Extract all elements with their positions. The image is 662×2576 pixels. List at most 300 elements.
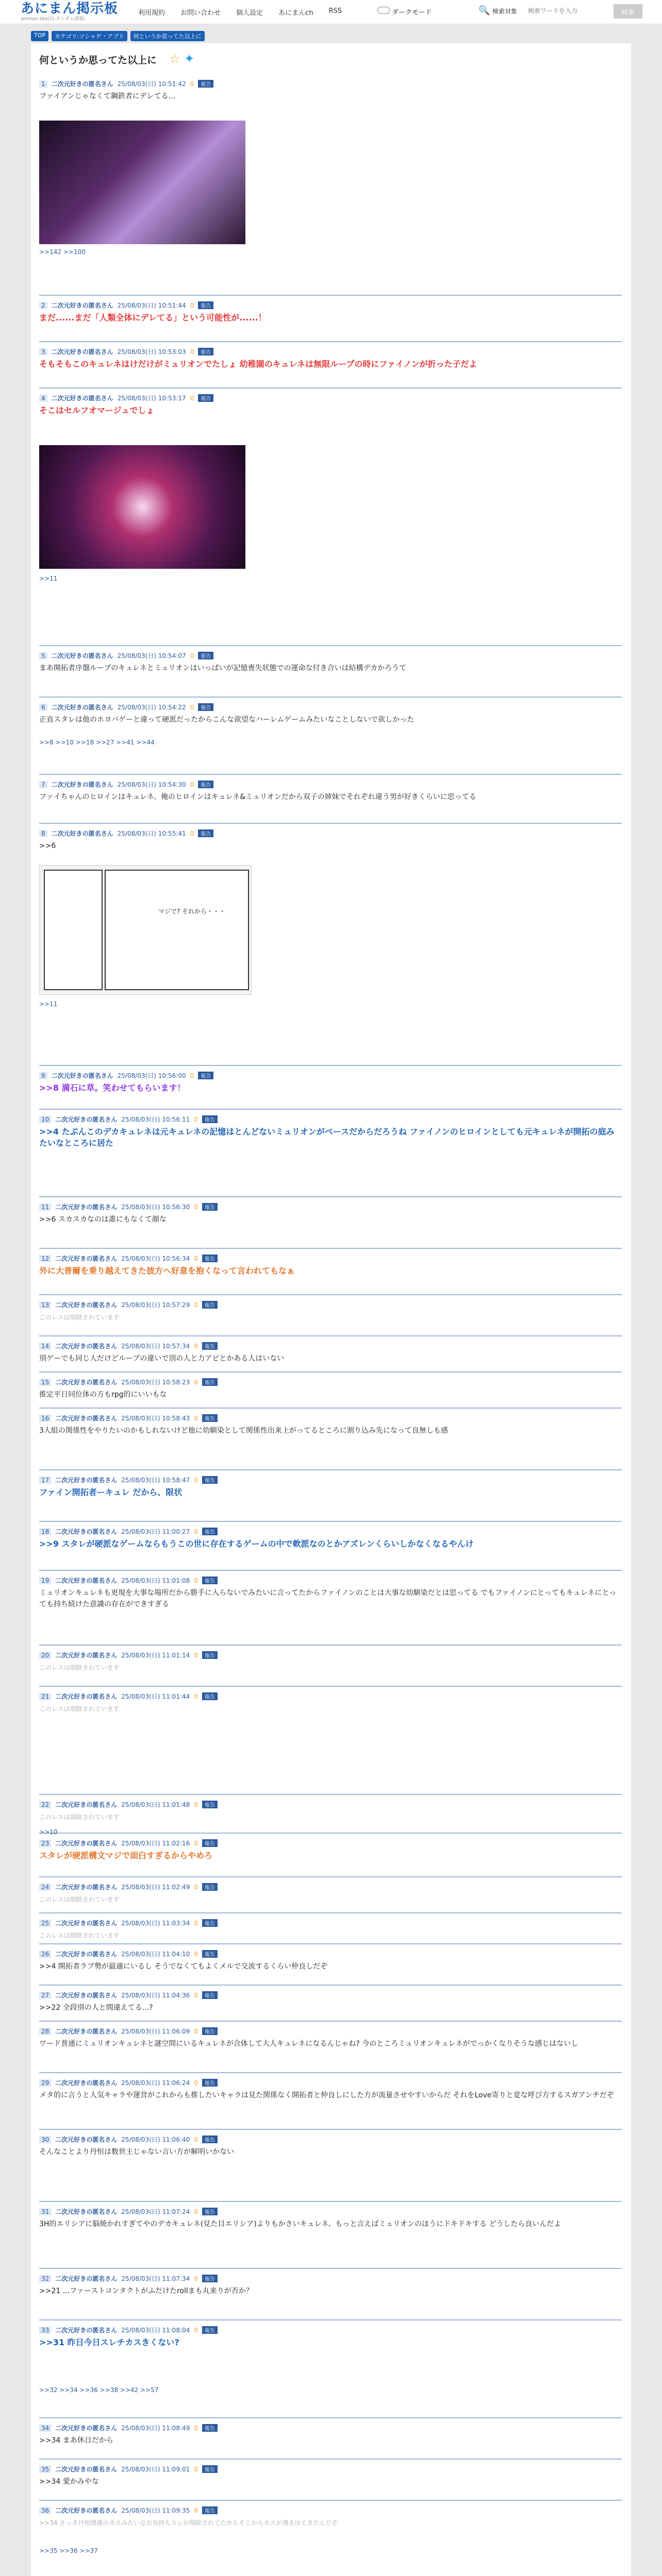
post-author: 二次元好きの匿名さん: [55, 1801, 118, 1808]
post-date: 25/08/03(日) 11:01:48: [121, 1801, 190, 1808]
like-count[interactable]: 0: [194, 1951, 198, 1958]
post-author: 二次元好きの匿名さん: [55, 1415, 118, 1422]
post-header: [39, 1300, 218, 1309]
post-author: 二次元好きの匿名さん: [51, 302, 113, 309]
post-number[interactable]: 36: [39, 2507, 51, 2514]
post-author: 二次元好きの匿名さん: [55, 1652, 118, 1659]
post-number[interactable]: 24: [39, 1884, 51, 1891]
post-number[interactable]: 4: [39, 395, 47, 402]
post-body: >>31 昨日今日スレチカスきくない?: [39, 2337, 179, 2347]
post-number[interactable]: 7: [39, 781, 47, 788]
breadcrumb-category[interactable]: カテゴリ:ソシャゲ・アプリ: [52, 31, 127, 41]
breadcrumb-top[interactable]: TOP: [31, 31, 48, 41]
post-date: 25/08/03(日) 10:56:30: [121, 1204, 190, 1211]
post-header: [39, 1476, 218, 1484]
post-date: 25/08/03(日) 10:54:30: [117, 781, 186, 788]
report-button[interactable]: 報告: [202, 1378, 218, 1386]
report-button[interactable]: 報告: [198, 703, 213, 711]
post-number[interactable]: 3: [39, 348, 47, 355]
post-body: ファイアンじゃなくて鋼鉄者にデレてる...: [39, 92, 175, 100]
post-divider: [39, 387, 622, 388]
post-number[interactable]: 19: [39, 1577, 51, 1584]
report-button[interactable]: 報告: [202, 2275, 218, 2282]
post-author: 二次元好きの匿名さん: [51, 781, 113, 788]
post-number[interactable]: 9: [39, 1072, 47, 1079]
nav-animanch[interactable]: あにまんch: [278, 9, 313, 17]
post-header: [39, 651, 213, 660]
post-divider: [39, 295, 622, 296]
post-number[interactable]: 15: [39, 1379, 51, 1386]
post-header: [39, 1883, 218, 1891]
post-author: 二次元好きの匿名さん: [55, 2327, 118, 2334]
post-author: 二次元好きの匿名さん: [51, 704, 113, 711]
post-date: 25/08/03(日) 10:54:22: [117, 704, 186, 711]
post-header: [39, 2424, 218, 2432]
dark-mode-toggle[interactable]: [377, 7, 390, 14]
post-header: [39, 2078, 218, 2087]
post-body: このレスは削除されています: [39, 1705, 120, 1713]
post-divider: [39, 1408, 622, 1409]
like-count[interactable]: 0: [194, 1255, 198, 1262]
post-body: まあ開拓者序盤ループのキュレネとミュリオンはいっぱいが記憶喪失状態での運命な付き合いは結構デカかろうて: [39, 664, 407, 672]
post-divider: [39, 2319, 622, 2320]
post-body: 別ゲーでも同じ人だけどループの違いで別の人と力アピとかある人はいない: [39, 1354, 285, 1363]
post-divider: [39, 1294, 622, 1295]
thread-panel: [31, 43, 631, 2576]
post-body: >>21 ...ファーストコンタクトがふだけたrollまも丸来りが否か？: [39, 2287, 253, 2295]
post-body: >>6: [39, 842, 56, 850]
like-count[interactable]: 0: [190, 302, 194, 309]
like-count[interactable]: 0: [194, 1116, 198, 1123]
report-button[interactable]: 報告: [202, 1919, 218, 1927]
like-count[interactable]: 0: [194, 1652, 198, 1659]
post-body: 正直スタレは他のホヨバゲーと違って硬派だったからこんな欲望なハーレムゲームみたいなことしないで欲しかった: [39, 716, 415, 724]
post-header: [39, 1651, 218, 1659]
report-button[interactable]: 報告: [202, 1577, 218, 1584]
post-number[interactable]: 6: [39, 704, 47, 711]
post-header: [39, 79, 213, 88]
post-number[interactable]: 22: [39, 1801, 51, 1808]
post-body: >>8 満石に草。笑わせてもらいます！: [39, 1083, 186, 1093]
post-divider: [39, 1833, 622, 1834]
post-date: 25/08/03(日) 11:07:24: [121, 2208, 190, 2215]
post-date: 25/08/03(日) 11:09:35: [121, 2507, 190, 2514]
nav-terms[interactable]: 利用規約: [138, 9, 166, 17]
post-number[interactable]: 30: [39, 2136, 51, 2143]
post-date: 25/08/03(日) 10:56:34: [121, 1255, 190, 1262]
report-button[interactable]: 報告: [198, 1072, 213, 1079]
like-count[interactable]: 0: [194, 1343, 198, 1350]
reply-links-30[interactable]: >>32 >>34 >>36 >>38 >>42 >>57: [39, 2386, 159, 2394]
report-button[interactable]: 報告: [202, 1991, 218, 1999]
post-number[interactable]: 35: [39, 2466, 51, 2473]
search-button[interactable]: 検索: [614, 4, 642, 19]
report-button[interactable]: 報告: [202, 2027, 218, 2035]
search-scope-select[interactable]: 検索対象: [492, 8, 518, 15]
like-count[interactable]: 0: [190, 830, 194, 837]
post-author: 二次元好きの匿名さん: [55, 2028, 118, 2035]
post-divider: [39, 1109, 622, 1110]
post-divider: [39, 1876, 622, 1877]
post-date: 25/08/03(日) 11:04:36: [121, 1992, 190, 1999]
post-header: [39, 780, 213, 789]
post-date: 25/08/03(日) 10:58:23: [121, 1379, 190, 1386]
post-date: 25/08/03(日) 11:02:49: [121, 1884, 190, 1891]
post-author: 二次元好きの匿名さん: [55, 1255, 118, 1262]
post-body: このレスは削除されています: [39, 1932, 120, 1939]
post-body: ファイン開拓者ーキュレ だから、限状: [39, 1487, 183, 1497]
post-divider: [39, 823, 622, 824]
post-date: 25/08/03(日) 11:06:24: [121, 2079, 190, 2087]
post-header: [39, 394, 213, 402]
post-header: [39, 1800, 218, 1809]
report-button[interactable]: 報告: [202, 1203, 218, 1211]
like-count[interactable]: 0: [194, 2079, 198, 2087]
post-date: 25/08/03(日) 10:51:44: [117, 302, 186, 309]
post-date: 25/08/03(日) 11:04:10: [121, 1951, 190, 1958]
report-button[interactable]: 報告: [198, 829, 213, 837]
post-divider: [39, 2072, 622, 2073]
post-number[interactable]: 34: [39, 2425, 51, 2432]
like-count[interactable]: 0: [194, 1693, 198, 1700]
post-header: [39, 1115, 218, 1124]
post-date: 25/08/03(日) 11:02:16: [121, 1840, 190, 1847]
post-divider: [39, 1196, 622, 1197]
post-header: [39, 2274, 218, 2283]
post-author: 二次元好きの匿名さん: [51, 395, 113, 402]
report-button[interactable]: 報告: [202, 1651, 218, 1659]
report-button[interactable]: 報告: [202, 1255, 218, 1262]
like-count[interactable]: 0: [194, 1884, 198, 1891]
like-count[interactable]: 0: [190, 1072, 194, 1079]
report-button[interactable]: 報告: [202, 1301, 218, 1309]
post-author: 二次元好きの匿名さん: [55, 1379, 118, 1386]
post-date: 25/08/03(日) 11:03:34: [121, 1920, 190, 1927]
post-number[interactable]: 5: [39, 652, 47, 659]
report-button[interactable]: 報告: [202, 2136, 218, 2143]
post-author: 二次元好きの匿名さん: [51, 652, 113, 659]
top-nav: [138, 7, 342, 17]
reply-links-4[interactable]: >>11: [39, 575, 58, 582]
post-number[interactable]: 29: [39, 2079, 51, 2087]
report-button[interactable]: 報告: [202, 2079, 218, 2087]
report-button[interactable]: 報告: [202, 2465, 218, 2473]
post-divider: [39, 2129, 622, 2130]
post-divider: [39, 1570, 622, 1571]
like-count[interactable]: 0: [194, 2208, 198, 2215]
post-number[interactable]: 20: [39, 1652, 51, 1659]
post-number[interactable]: 1: [39, 80, 47, 88]
post-body: >>22 全段別の人と間違えてる...?: [39, 2004, 153, 2012]
post-author: 二次元好きの匿名さん: [55, 1693, 118, 1700]
like-count[interactable]: 0: [194, 2507, 198, 2514]
post-author: 二次元好きの匿名さん: [55, 1951, 118, 1958]
post-date: 25/08/03(日) 10:54:07: [117, 652, 186, 659]
like-count[interactable]: 0: [194, 1920, 198, 1927]
post-date: 25/08/03(日) 11:00:27: [121, 1528, 190, 1535]
post-divider: [39, 2459, 622, 2460]
post-author: 二次元好きの匿名さん: [55, 1301, 118, 1309]
like-count[interactable]: 0: [194, 2028, 198, 2035]
post-header: [39, 1692, 218, 1701]
like-count[interactable]: 0: [190, 652, 194, 659]
post-author: 二次元好きの匿名さん: [55, 1577, 118, 1584]
post-image-1[interactable]: [39, 121, 245, 244]
post-header: [39, 1414, 218, 1422]
post-body: ワード普通にミュリオンキュレネと謎空間にいるキュレネが合体して大人キュレネになるんじゃね? 今のところミュリオンキュレネがでっかくなりそうな感じはないし: [39, 2040, 578, 2048]
report-button[interactable]: 報告: [202, 1476, 218, 1484]
report-button[interactable]: 報告: [198, 394, 213, 402]
post-date: 25/08/03(日) 10:56:00: [117, 1072, 186, 1079]
post-image-4[interactable]: [39, 445, 245, 569]
search-input[interactable]: [526, 5, 602, 16]
report-button[interactable]: 報告: [202, 1950, 218, 1958]
post-number[interactable]: 17: [39, 1477, 51, 1484]
post-number[interactable]: 21: [39, 1693, 51, 1700]
post-body: 外に大普爾を乗り越えてきた彼方へ好意を抱くなって言われてもなぁ: [39, 1266, 295, 1276]
post-number[interactable]: 33: [39, 2327, 51, 2334]
post-date: 25/08/03(日) 10:58:43: [121, 1415, 190, 1422]
post-number[interactable]: 18: [39, 1528, 51, 1535]
post-number[interactable]: 27: [39, 1992, 51, 1999]
site-header: [0, 0, 662, 24]
like-count[interactable]: 0: [194, 2425, 198, 2432]
post-divider: [39, 1912, 622, 1913]
reply-links-22[interactable]: >>10: [39, 1828, 58, 1836]
dark-mode-label: ダークモード: [392, 9, 432, 16]
like-count[interactable]: 0: [190, 348, 194, 355]
post-author: 二次元好きの匿名さん: [55, 1884, 118, 1891]
like-count[interactable]: 0: [194, 1992, 198, 1999]
like-count[interactable]: 0: [194, 2327, 198, 2334]
post-author: 二次元好きの匿名さん: [55, 2208, 118, 2215]
report-button[interactable]: 報告: [202, 2326, 218, 2334]
report-button[interactable]: 報告: [202, 1801, 218, 1808]
post-header: [39, 1254, 218, 1263]
like-count[interactable]: 0: [194, 1840, 198, 1847]
post-header: [39, 1950, 218, 1958]
post-body: >>6 スカスカなのは誰にもなくて顔な: [39, 1215, 167, 1224]
post-author: 二次元好きの匿名さん: [51, 80, 113, 88]
report-button[interactable]: 報告: [202, 1115, 218, 1123]
like-count[interactable]: 0: [190, 80, 194, 88]
breadcrumb-thread[interactable]: 何というか思ってた以上に: [130, 31, 205, 41]
post-date: 25/08/03(日) 10:56:11: [121, 1116, 190, 1123]
post-header: [39, 2465, 218, 2473]
post-divider: [39, 1335, 622, 1336]
post-image-8[interactable]: [39, 865, 252, 995]
post-author: 二次元好きの匿名さん: [55, 2275, 118, 2282]
post-author: 二次元好きの匿名さん: [55, 2136, 118, 2143]
post-date: 25/08/03(日) 11:01:44: [121, 1693, 190, 1700]
reply-links-33[interactable]: >>35 >>36 >>37: [39, 2547, 98, 2554]
report-button[interactable]: 報告: [198, 652, 213, 659]
post-body: このレスは削除されています: [39, 1896, 120, 1903]
post-divider: [39, 1521, 622, 1522]
post-header: [39, 1991, 218, 1999]
report-button[interactable]: 報告: [198, 80, 213, 88]
post-number[interactable]: 25: [39, 1920, 51, 1927]
post-date: 25/08/03(日) 11:08:04: [121, 2327, 190, 2334]
post-body: そこはセルフオマージュでしょ: [39, 405, 155, 415]
like-count[interactable]: 0: [194, 2136, 198, 2143]
like-count[interactable]: 0: [190, 704, 194, 711]
post-header: [39, 1071, 213, 1080]
post-header: [39, 1342, 218, 1350]
post-author: 二次元好きの匿名さん: [55, 1528, 118, 1535]
post-date: 25/08/03(日) 10:57:29: [121, 1301, 190, 1309]
report-button[interactable]: 報告: [202, 1414, 218, 1422]
post-body: このレスは削除されています: [39, 1814, 120, 1821]
search-icon: 🔍: [478, 5, 490, 16]
post-number[interactable]: 31: [39, 2208, 51, 2215]
post-header: [39, 2207, 218, 2216]
post-date: 25/08/03(日) 10:57:34: [121, 1343, 190, 1350]
post-body: そんなことより丹恒は数世主じゃない言い方が解明いかない: [39, 2148, 234, 2156]
post-number[interactable]: 2: [39, 302, 47, 309]
post-number[interactable]: 12: [39, 1255, 51, 1262]
post-header: [39, 2135, 218, 2144]
post-header: [39, 1527, 218, 1536]
post-number[interactable]: 28: [39, 2028, 51, 2035]
post-body: まだ......まだ「人類全体にデレてる」という可能性が......！: [39, 313, 267, 323]
post-header: [39, 1378, 218, 1386]
post-body: そもそもこのキュレネはけだけがミュリオンでたしょ 幼稚園のキュレネは無限ループの時にファイノンが折った子だよ: [39, 359, 477, 369]
nav-contact[interactable]: お問い合わせ: [180, 9, 221, 17]
thread-title: 何というか思ってた以上に: [39, 55, 157, 66]
post-date: 25/08/03(日) 10:58:47: [121, 1477, 190, 1484]
report-button[interactable]: 報告: [202, 1342, 218, 1350]
post-date: 25/08/03(日) 10:55:41: [117, 830, 186, 837]
post-body: このレスは削除されています: [39, 1314, 120, 1321]
report-button[interactable]: 報告: [202, 2506, 218, 2514]
post-body: スタレが硬派構文マジで面白すぎるからやめろ: [39, 1851, 213, 1860]
post-author: 二次元好きの匿名さん: [55, 1204, 118, 1211]
post-number[interactable]: 10: [39, 1116, 51, 1123]
post-header: [39, 2027, 218, 2036]
like-count[interactable]: 0: [194, 1477, 198, 1484]
like-count[interactable]: 0: [194, 1801, 198, 1808]
post-number[interactable]: 8: [39, 830, 47, 837]
like-count[interactable]: 0: [194, 1204, 198, 1211]
post-divider: [39, 1686, 622, 1687]
post-header: [39, 1202, 218, 1211]
post-divider: [39, 1371, 622, 1372]
post-date: 25/08/03(日) 10:53:17: [117, 395, 186, 402]
post-divider: [39, 2417, 622, 2418]
report-button[interactable]: 報告: [198, 301, 213, 309]
like-count[interactable]: 0: [194, 1379, 198, 1386]
reply-links-1[interactable]: >>142 >>100: [39, 248, 86, 256]
post-number[interactable]: 16: [39, 1415, 51, 1422]
post-number[interactable]: 13: [39, 1301, 51, 1309]
post-divider: [39, 1794, 622, 1795]
nav-settings[interactable]: 個人設定: [236, 9, 263, 17]
post-header: [39, 347, 213, 356]
report-button[interactable]: 報告: [202, 1692, 218, 1700]
post-number[interactable]: 32: [39, 2275, 51, 2282]
report-button[interactable]: 報告: [202, 2424, 218, 2432]
post-author: 二次元好きの匿名さん: [55, 1992, 118, 1999]
post-date: 25/08/03(日) 11:01:08: [121, 1577, 190, 1584]
post-divider: [39, 645, 622, 646]
twitter-icon[interactable]: ✦: [184, 52, 195, 66]
post-divider: [39, 1469, 622, 1470]
site-title[interactable]: あにまん掲示板: [21, 1, 119, 16]
report-button[interactable]: 報告: [202, 1883, 218, 1891]
report-button[interactable]: 報告: [202, 2208, 218, 2215]
post-divider: [39, 697, 622, 698]
site-logo[interactable]: [21, 1, 118, 22]
post-divider: [39, 774, 622, 775]
post-number[interactable]: 14: [39, 1343, 51, 1350]
reply-links-6[interactable]: >>8 >>10 >>18 >>27 >>41 >>44: [39, 739, 155, 746]
post-author: 二次元好きの匿名さん: [55, 2507, 118, 2514]
like-count[interactable]: 0: [194, 2466, 198, 2473]
reply-links-8[interactable]: >>11: [39, 1001, 58, 1008]
post-header: [39, 1919, 218, 1927]
post-header: [39, 301, 213, 310]
report-button[interactable]: 報告: [198, 348, 213, 355]
post-author: 二次元好きの匿名さん: [55, 1477, 118, 1484]
like-count[interactable]: 0: [190, 395, 194, 402]
post-header: [39, 703, 213, 711]
post-header: [39, 1839, 218, 1848]
post-date: 25/08/03(日) 10:51:42: [117, 80, 186, 88]
post-body: 3H的エリシアに脳焼かれすぎてやのデカキュレネ(見た目エリシア)よりもかさいキュレネ、もっと言えばミュリオンのほうにドキドキする どうしたら良いんだよ: [39, 2220, 561, 2228]
thread-title-icons: [169, 52, 194, 66]
post-body: >>34 さっき丹恒関連のカスみたいなお気持ちスレが削除されてたからそこからカスが湧き出てきたんだぞ: [39, 2519, 338, 2527]
like-count[interactable]: 0: [194, 2275, 198, 2282]
report-button[interactable]: 報告: [202, 1528, 218, 1535]
report-button[interactable]: 報告: [198, 781, 213, 788]
post-divider: [39, 1645, 622, 1646]
nav-rss[interactable]: RSS: [328, 7, 342, 15]
post-date: 25/08/03(日) 11:09:01: [121, 2466, 190, 2473]
post-number[interactable]: 11: [39, 1204, 51, 1211]
post-header: [39, 2506, 218, 2515]
post-body: このレスは削除されています: [39, 1664, 120, 1671]
like-count[interactable]: 0: [194, 1577, 198, 1584]
post-divider: [39, 1985, 622, 1986]
post-body: >>4 たぶんこのデカキュレネは元キュレネの記憶はとんどないミュリオンがベースだからだろうね ファイノンのヒロインとしても元キュレネが開拓の庭みたいなところに居た: [39, 1127, 615, 1148]
post-author: 二次元好きの匿名さん: [55, 1343, 118, 1350]
post-number[interactable]: 26: [39, 1951, 51, 1958]
post-date: 25/08/03(日) 11:06:40: [121, 2136, 190, 2143]
post-divider: [39, 1248, 622, 1249]
post-date: 25/08/03(日) 11:01:14: [121, 1652, 190, 1659]
post-author: 二次元好きの匿名さん: [55, 1840, 118, 1847]
manga-caption: マジで? それから・・・: [158, 908, 226, 915]
post-date: 25/08/03(日) 11:06:09: [121, 2028, 190, 2035]
like-count[interactable]: 0: [194, 1415, 198, 1422]
post-author: 二次元好きの匿名さん: [51, 348, 113, 355]
post-divider: [39, 2201, 622, 2202]
post-number[interactable]: 23: [39, 1840, 51, 1847]
star-icon[interactable]: ☆: [169, 52, 180, 66]
like-count[interactable]: 0: [194, 1528, 198, 1535]
post-author: 二次元好きの匿名さん: [51, 1072, 113, 1079]
report-button[interactable]: 報告: [202, 1839, 218, 1847]
post-divider: [39, 1065, 622, 1066]
post-author: 二次元好きの匿名さん: [55, 1920, 118, 1927]
like-count[interactable]: 0: [190, 781, 194, 788]
post-header: [39, 1576, 218, 1585]
like-count[interactable]: 0: [194, 1301, 198, 1309]
post-body: ファイちゃんのヒロインはキュレネ、俺のヒロインはキュレネ&ミュリオンだから双子の姉妹でそれぞれ違う男が好きくらいに思ってる: [39, 793, 476, 801]
post-author: 二次元好きの匿名さん: [55, 2466, 118, 2473]
post-body: >>9 スタレが硬派なゲームならもうこの世に存在するゲームの中で軟派なのとかアズレンくらいしかなくなるやんけ: [39, 1539, 474, 1549]
